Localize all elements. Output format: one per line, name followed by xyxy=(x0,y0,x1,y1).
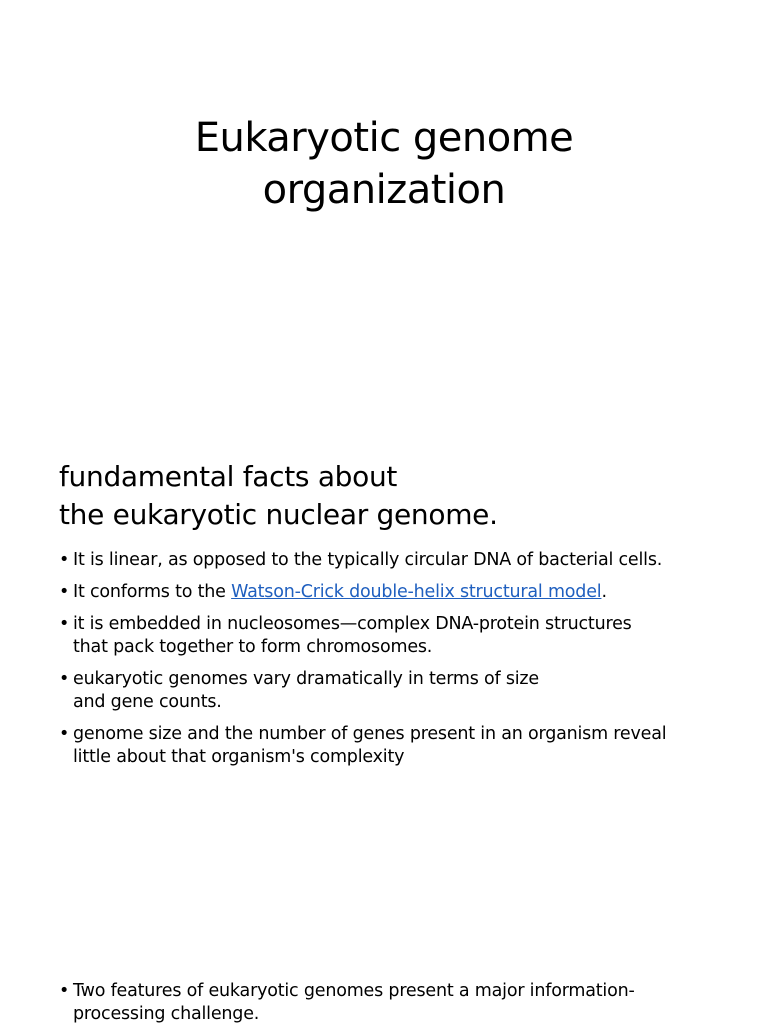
bullet-text-line-2: little about that organism's complexity xyxy=(73,747,405,767)
bullet-text: It is linear, as opposed to the typically circular DNA of bacterial cells. xyxy=(73,550,663,570)
bullet-text-line-1: it is embedded in nucleosomes—complex DNA-protein structures xyxy=(73,614,632,634)
bullet-text-line-2: that pack together to form chromosomes. xyxy=(73,637,433,657)
bullet-item-watson-crick xyxy=(59,581,719,604)
bullet-item-complexity xyxy=(59,723,719,769)
facts-bullet-list xyxy=(59,549,719,769)
slide-title xyxy=(0,112,768,216)
bullet-text-before-link: It conforms to the xyxy=(73,582,232,602)
next-slide-bullet-list xyxy=(59,980,719,1024)
bullet-text-after-link: . xyxy=(601,582,607,602)
watson-crick-model-link[interactable]: Watson-Crick double-helix structural model xyxy=(231,582,602,602)
bullet-text-line-1: genome size and the number of genes present in an organism reveal xyxy=(73,724,667,744)
bullet-marker-icon: • xyxy=(59,669,70,689)
bullet-item-nucleosomes xyxy=(59,613,719,659)
bullet-marker-icon: • xyxy=(59,724,70,744)
bullet-marker-icon: • xyxy=(59,981,70,1001)
slide-title-line-1: Eukaryotic genome xyxy=(194,115,574,161)
slide-title-line-2: organization xyxy=(262,167,506,213)
bullet-text-line-2: and gene counts. xyxy=(73,692,222,712)
bullet-marker-icon: • xyxy=(59,582,70,602)
section-heading xyxy=(59,458,498,534)
bullet-marker-icon: • xyxy=(59,550,70,570)
bullet-text-line-1: eukaryotic genomes vary dramatically in terms of size xyxy=(73,669,539,689)
bullet-text-line-2: processing challenge. xyxy=(73,1004,260,1024)
bullet-text xyxy=(73,581,719,604)
bullet-item-information-processing xyxy=(59,980,719,1024)
bullet-item-linear xyxy=(59,549,719,572)
bullet-text-line-1: Two features of eukaryotic genomes present a major information- xyxy=(73,981,635,1001)
bullet-item-genome-size-variation xyxy=(59,668,719,714)
section-heading-line-2: the eukaryotic nuclear genome. xyxy=(59,498,498,531)
section-heading-line-1: fundamental facts about xyxy=(59,460,398,493)
bullet-marker-icon: • xyxy=(59,614,70,634)
